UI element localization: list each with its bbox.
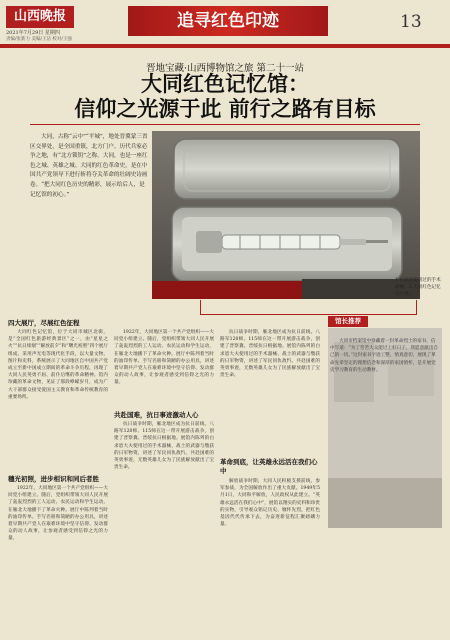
body-column-1: 大同红色记忆馆，位于大同市城区北街，是“全国红色旅游经典景区”之一，由“星星之火”“抗日烽烟”“解放前夕”和“曙光初照”四个展厅组成，采用声光电等现代化手段，以大量文物、图片和史料，系统展示了大同地区自中国共产党成立至新中国成立期间的革命斗争历程，再现了大同人民英勇不屈、前仆后继的革命精神。馆内珍藏的革命文物，见证了那段峥嵘岁月，成为广大干部群众接受爱国主义教育和革命传统教育的重要场所。 [8,330,108,400]
body-column-3: 抗日战争时期，雁北地区成为抗日前线。八路军120师、115师在这一带开展游击战争，创建了晋察冀、晋绥抗日根据地。展馆内陈列的白求恩大夫使用过的手术器械、战士的武器与缴获的日军物资，讲述了军民同仇敌忾、共赴国难的英勇事迹，无数英雄儿女为了民族解放献出了宝贵生命。 [220,330,320,379]
page-number: 13 [400,12,422,32]
article-headline [30,72,420,122]
section-title-1: 四大展厅，尽展红色征程 [8,319,80,327]
sidebar-text: 大同市档案馆中珍藏着一封革命烈士的家书，信中写道：“为了劳苦大众能过上好日子，我愿意献出自己的一切。”这封家书字迹工整、情真意切，展现了革命先辈坚定的理想信念和深厚的家国情怀，是开展党史学习教育的生动教材。 [330,339,439,373]
headline-line-1: 大同红色记忆馆： [141,72,309,96]
body-column-2b: 抗日战争时期，雁北地区成为抗日前线。八路军120师、115师在这一带开展游击战争，创建了晋察冀、晋绥抗日根据地。展馆内陈列的白求恩大夫使用过的手术器械、战士的武器与缴获的日军物资，讲述了军民同仇敌忾、共赴国难的英勇事迹，无数英雄儿女为了民族解放献出了宝贵生命。 [114,422,214,471]
article-kicker: 晋地宝藏·山西博物馆之旅 第二十一站 [145,63,305,74]
section-title-2: 穗光初照，迸步相识和同后者胜 [8,475,99,483]
photo-frame-line [200,300,417,315]
surgical-kit-illustration [152,131,420,299]
masthead-rule [0,44,450,48]
photo-caption: 1.白求恩使用过的手术器械；2.大同红色记忆馆内景。 [395,278,441,297]
section-title-4: 革命到底，让英雄永远活在我们心中 [220,458,318,475]
column-banner: 追寻红色印迹 [128,6,328,36]
headline-rule [30,124,420,125]
body-column-3b: 解放战争时期，大同人民积极支援前线，参军参战，为全国解放作出了重大贡献。1949年5月1日，大同和平解放，人民政权从此建立。“英雄永远活在我们心中”，展馆以翔实的史料和珍贵的实物，引导观众铭记历史、缅怀先烈，把红色基因代代传承下去，为奋进新征程汇聚磅礴力量。 [220,479,320,528]
headline-line-2: 信仰之光源于此 前行之路有目标 [74,97,376,121]
editors-line: 责编/张新力 美编/王洁 校对/王强 [6,37,72,42]
surgical-kit-photo [152,131,420,299]
body-column-2: 1922年，大同地区第一个共产党组织——大同党小组建立。随后，党组织带领大同人民开展了轰轰烈烈的工人运动、农民运动和学生运动，在雁北大地播下了革命火种。展厅中陈列着当时的油印传单、手写名册和简陋的办公用具，讲述着早期共产党人在艰难环境中坚守信仰、发动群众的动人故事，让参观者感受到信仰之光的力量。 [114,330,214,386]
body-column-1b: 1922年，大同地区第一个共产党组织——大同党小组建立。随后，党组织带领大同人民开展了轰轰烈烈的工人运动、农民运动和学生运动，在雁北大地播下了革命火种。展厅中陈列着当时的油印传单、手写名册和简陋的办公用具，讲述着早期共产党人在艰难环境中坚守信仰、发动群众的动人故事，让参观者感受到信仰之光的力量。 [8,486,108,542]
section-title-3: 共赴国难，抗日事迹激动人心 [114,411,199,419]
curator-pick-tag: 馆长推荐 [328,316,368,327]
newspaper-logo: 山西晚报 [6,6,74,28]
issue-date: 2021年7月29日 星期四 [6,30,60,36]
article-intro: 大同，古称“云中”“平城”，地处晋冀蒙三省区交界处，是全国重镇，北方门户。历代兵家必争之地，有“北方锁钥”之称。大同，也是一座红色之城、英雄之城。大同的红色革命史，是在中国共产党领导下进行斩将夺关革命的壮阔史诗画卷。“把大同红色历史的精彩，展示给后人，是记忆馆的初心。” [30,134,148,198]
